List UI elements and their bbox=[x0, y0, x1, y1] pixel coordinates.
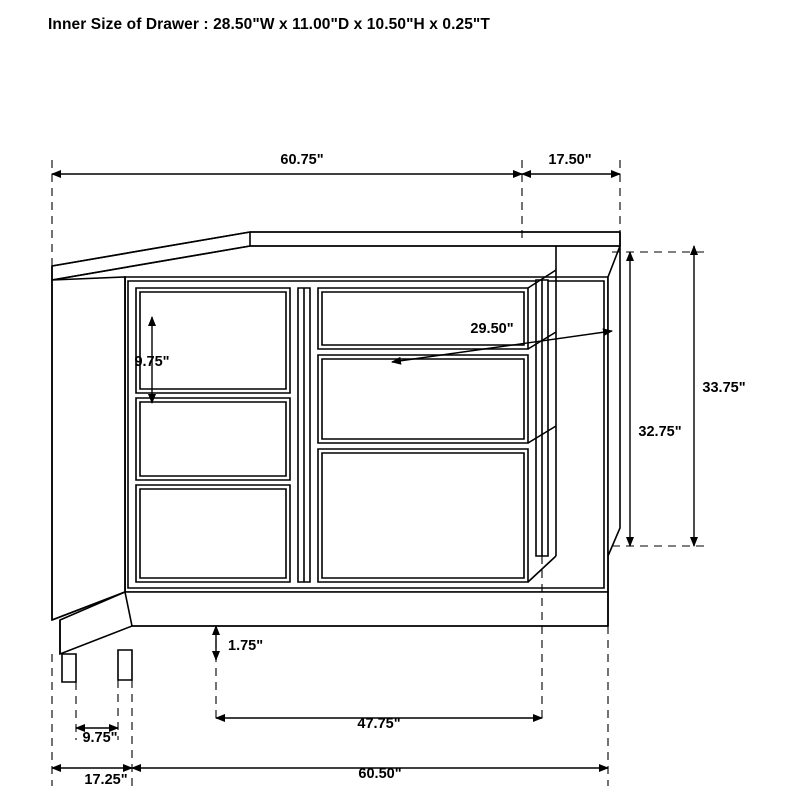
dimension-label-9-75-drawer-height: 9.75" bbox=[134, 354, 170, 370]
drawer-handle-right bbox=[536, 280, 548, 556]
cabinet-base-plinth bbox=[60, 592, 608, 654]
page-title: Inner Size of Drawer : 28.50"W x 11.00"D x 10.50"H x 0.25"T bbox=[48, 16, 490, 33]
dimension-label-29-50-drawer-width: 29.50" bbox=[470, 321, 514, 337]
cabinet-top-surface bbox=[52, 232, 620, 280]
drawer-handle-center bbox=[298, 288, 310, 582]
dimension-label-9-75-base-inset: 9.75" bbox=[82, 730, 118, 746]
drawer-front-left-middle bbox=[136, 398, 290, 480]
drawer-front-left-bottom bbox=[136, 485, 290, 582]
dimension-label-32-75-body-height: 32.75" bbox=[638, 424, 682, 440]
cabinet-left-side bbox=[52, 277, 125, 620]
drawer-front-left-top bbox=[136, 288, 290, 393]
leg-back-left bbox=[62, 654, 76, 682]
drawer-front-right-bottom bbox=[318, 449, 528, 582]
leg-front-left bbox=[118, 650, 132, 680]
drawer-front-right-middle bbox=[318, 355, 528, 443]
dimension-label-17-50-top: 17.50" bbox=[548, 152, 592, 168]
dimension-label-1-75-leg-height: 1.75" bbox=[228, 638, 264, 654]
dimension-label-47-75-base-width: 47.75" bbox=[357, 716, 401, 732]
dimension-label-17-25-base-depth: 17.25" bbox=[84, 772, 128, 788]
drawer-front-right-top bbox=[318, 288, 528, 349]
dimension-label-33-75-overall-height: 33.75" bbox=[702, 380, 746, 396]
dimension-label-60-75-top: 60.75" bbox=[280, 152, 324, 168]
dimension-label-60-50-overall-width: 60.50" bbox=[358, 766, 402, 782]
